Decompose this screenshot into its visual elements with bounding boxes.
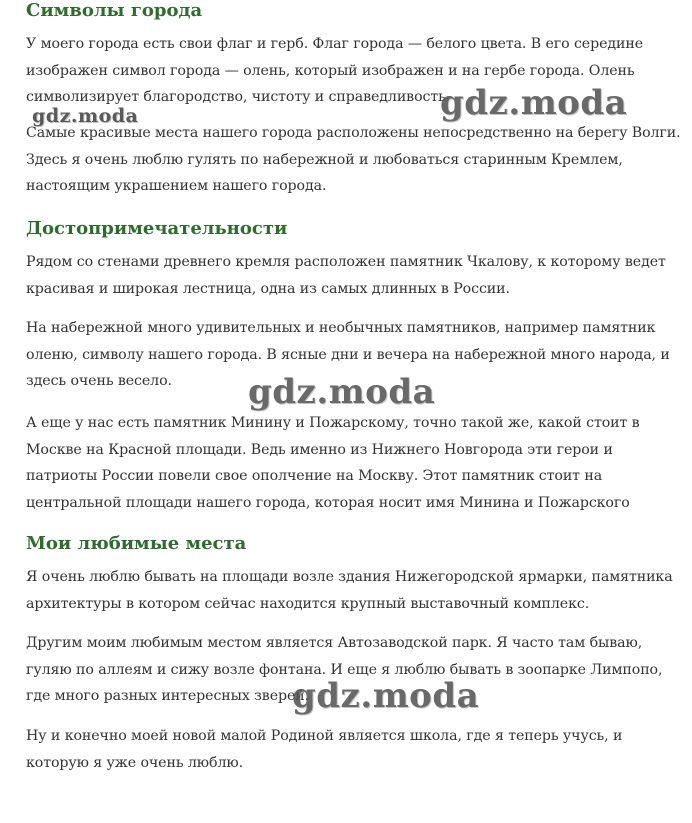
paragraph-fair-building: Я очень люблю бывать на площади возле здания Нижегородской ярмарки, памятника архитектуры в котором сейчас находится крупный выставочный комплекс.: [26, 569, 673, 612]
paragraph-deer-monument: На набережной много удивительных и необычных памятников, например памятник оленю, символу нашего города. В ясные дни и вечера на набережной много народа, и здесь очень весело.: [26, 320, 670, 389]
watermark: gdz.moda: [248, 372, 436, 412]
paragraph-school: Ну и конечно моей новой малой Родиной является школа, где я теперь учусь, и которую я уже очень люблю.: [26, 728, 623, 771]
watermark: gdz.moda: [292, 676, 480, 716]
paragraph-flag-and-coat-of-arms: У моего города есть свои флаг и герб. Флаг города — белого цвета. В его середине изображен символ города — олень, который изображен и на гербе города. Олень символизирует благородство, чистоту и справедливость.: [26, 36, 644, 105]
watermark-small: gdz.moda: [32, 105, 139, 127]
paragraph-volga-embankment: Самые красивые места нашего города расположены непосредственно на берегу Волги. Здесь я очень люблю гулять по набережной и любоваться старинным Кремлем, настоящим украшением нашего города.: [26, 125, 681, 194]
paragraph-chkalov-monument: Рядом со стенами древнего кремля расположен памятник Чкалову, к которому ведет красивая и широкая лестница, одна из самых длинных в России.: [26, 254, 666, 297]
paragraph-minin-pozharsky: А еще у нас есть памятник Минину и Пожарскому, точно такой же, какой стоит в Москве на Красной площади. Ведь именно из Нижнего Новгорода эти герои и патриоты России повели свое ополчение на Москву. Этот памятник стоит на центральной площади нашего города, которая носит имя Минина и Пожарского: [26, 415, 640, 511]
section-heading-sights: Достопримечательности: [26, 218, 288, 239]
watermark: gdz.moda: [440, 83, 628, 123]
section-heading-symbols: Символы города: [26, 0, 203, 21]
paragraph-avtozavodsky-park: Другим моим любимым местом является Автозаводской парк. Я часто там бываю, гуляю по аллеям и сижу возле фонтана. И еще я люблю бывать в зоопарке Лимпопо, где много разных интересных зверей.: [26, 635, 663, 704]
section-heading-favorite-places: Мои любимые места: [26, 533, 247, 554]
